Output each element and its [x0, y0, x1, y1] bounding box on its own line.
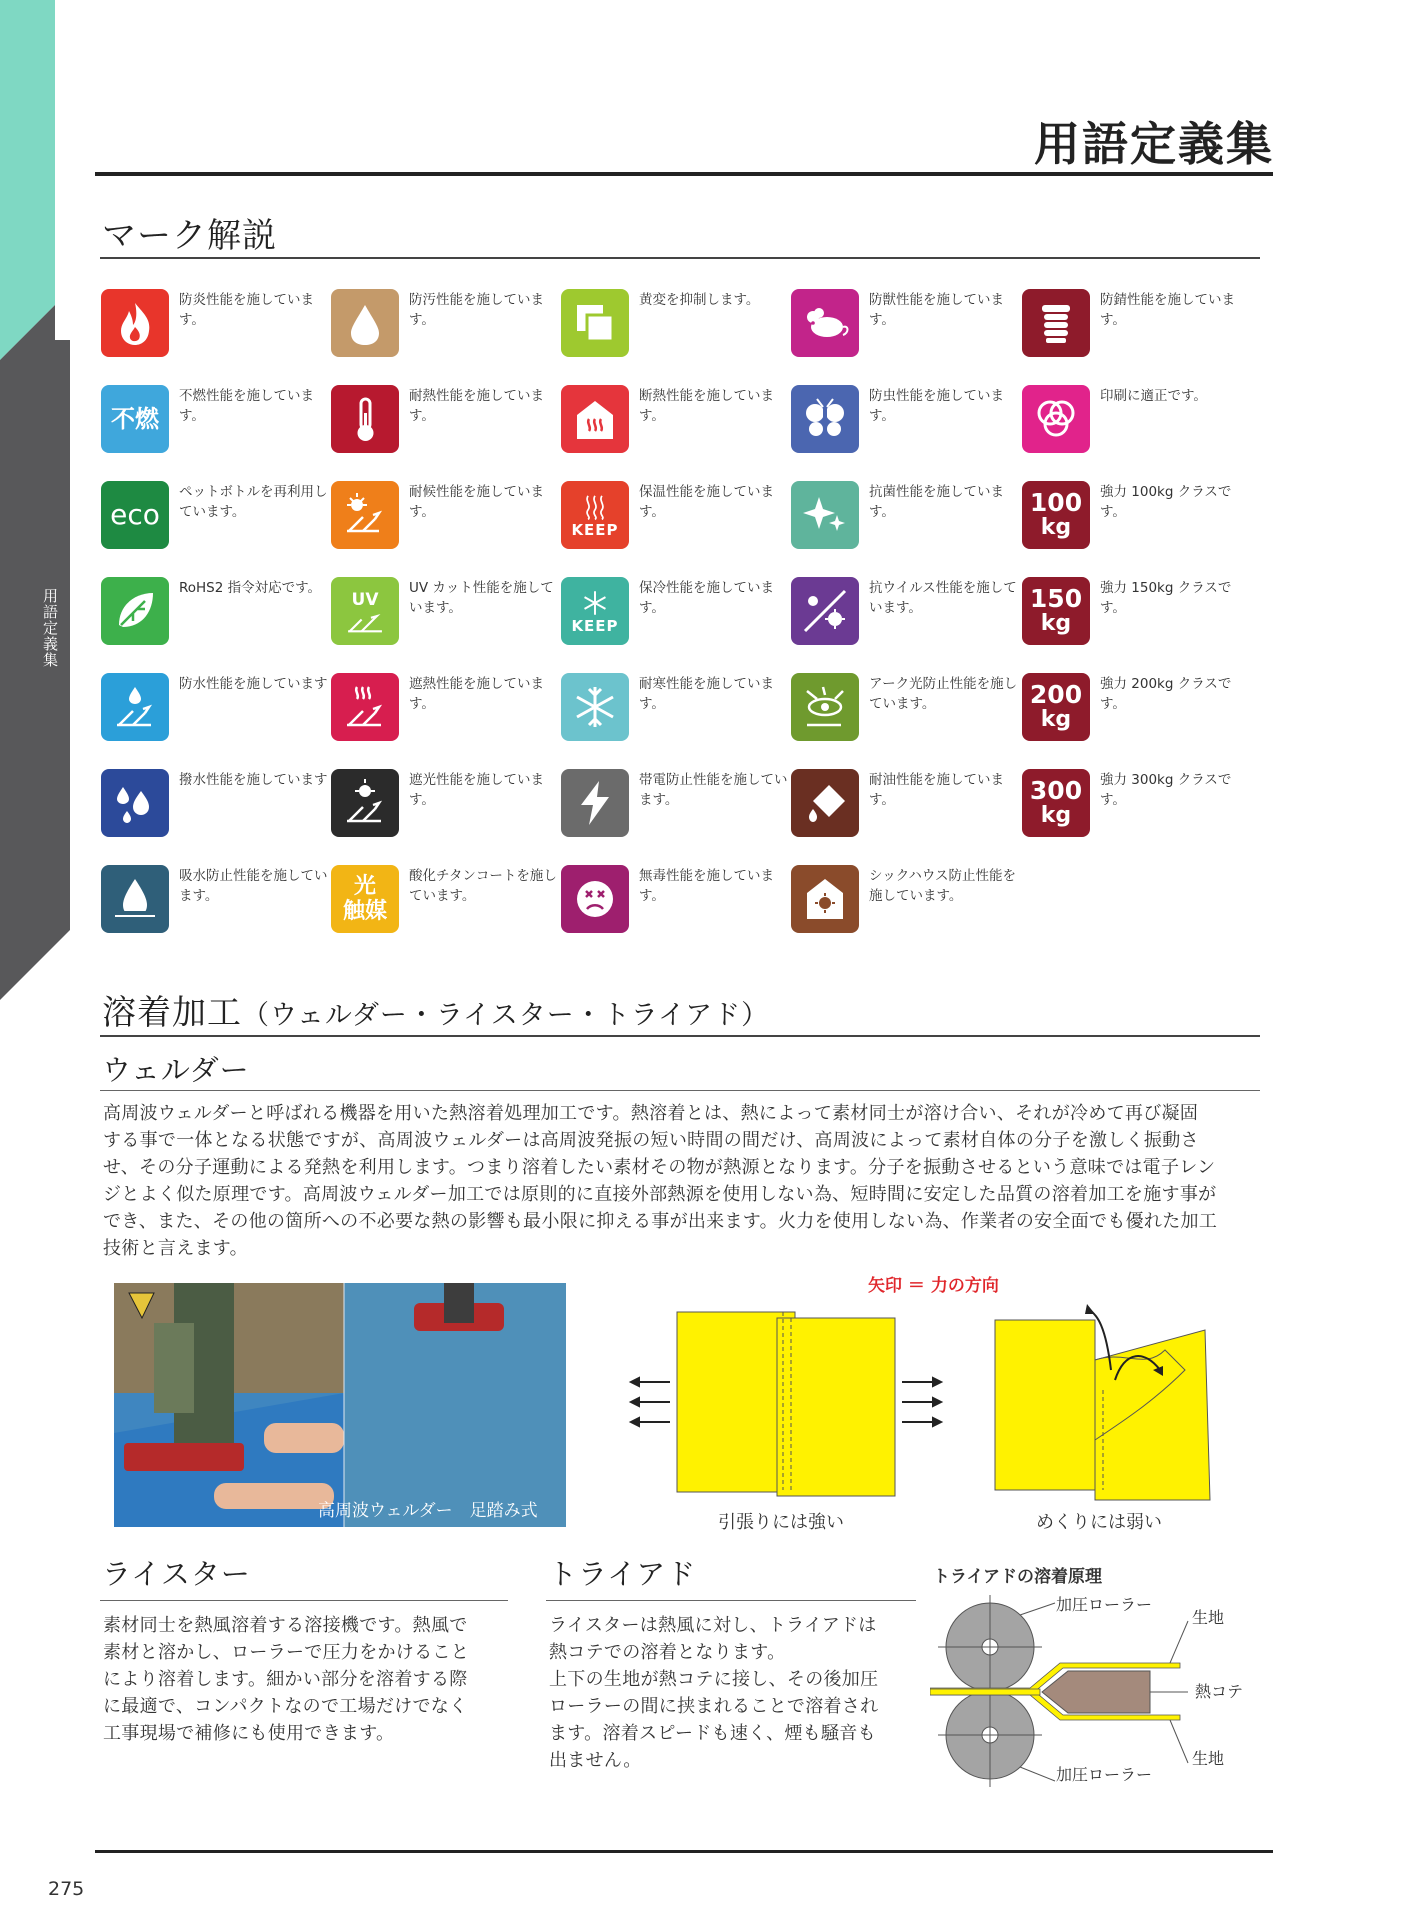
sick-house-icon	[791, 865, 859, 933]
triad-heading: トライアド	[548, 1557, 697, 1591]
keep-warm-icon: KEEP	[561, 481, 629, 549]
mark-item	[561, 385, 791, 459]
mark-description: 耐候性能を施しています。	[409, 484, 544, 520]
mark-item	[791, 673, 1021, 747]
welder-heading-rule	[100, 1090, 1260, 1091]
mark-item	[561, 769, 791, 843]
mark-description: 遮熱性能を施しています。	[409, 676, 544, 712]
triad-line: ます。溶着スピードも速く、煙も騒音も	[549, 1723, 876, 1744]
mark-item	[561, 865, 791, 939]
mark-item	[1022, 673, 1252, 747]
mark-description: 防獣性能を施しています。	[869, 292, 1004, 328]
mark-item	[1022, 289, 1252, 363]
welder-heading: ウェルダー	[102, 1053, 250, 1087]
triad-line: 出ません。	[549, 1750, 642, 1771]
side-tab-band	[0, 0, 70, 1920]
side-tab-label: 用語定義集	[41, 588, 59, 668]
force-direction-title: 矢印 ＝ 力の方向	[868, 1276, 999, 1296]
welding-heading-sub: （ウェルダー・ライスター・トライアド）	[242, 1000, 770, 1031]
mark-description: 酸化チタンコートを施しています。	[409, 868, 557, 904]
mark-item	[1022, 385, 1252, 459]
triad-diagram-title: トライアドの溶着原理	[933, 1567, 1102, 1587]
mark-item	[791, 577, 1021, 651]
weight-150-icon: 150 kg	[1022, 577, 1090, 645]
page-number: 275	[48, 1878, 85, 1900]
triad-paragraph	[549, 1612, 929, 1774]
house-heat-icon	[561, 385, 629, 453]
welder-line: ジとよく似た原理です。高周波ウェルダー加工では原則的に直接外部熱源を使用しない為、短時間に安定した品質の溶着加工を施す事が	[103, 1184, 1217, 1205]
mark-description: RoHS2 指令対応です。	[179, 580, 322, 596]
mark-description: 保温性能を施しています。	[639, 484, 774, 520]
label-heat-iron: 熱コテ	[1195, 1682, 1244, 1701]
mark-item	[331, 481, 561, 555]
marks-heading-rule	[100, 257, 1260, 259]
coil-icon	[1022, 289, 1090, 357]
mark-description: シックハウス防止性能を施しています。	[869, 868, 1017, 904]
mark-item	[791, 385, 1021, 459]
mark-item	[101, 673, 331, 747]
triad-line: 上下の生地が熱コテに接し、その後加圧	[549, 1669, 879, 1690]
eye-shield-icon	[791, 673, 859, 741]
rings-icon	[1022, 385, 1090, 453]
flame-icon	[101, 289, 169, 357]
mark-item	[331, 769, 561, 843]
mark-item	[1022, 577, 1252, 651]
fuen-text-icon: 不燃	[101, 385, 169, 453]
mark-description: 防錆性能を施しています。	[1100, 292, 1235, 328]
welder-line: 技術と言えます。	[103, 1238, 248, 1259]
mark-item	[101, 865, 331, 939]
snowflake-icon	[561, 673, 629, 741]
mark-item	[791, 865, 1021, 939]
thermometer-icon	[331, 385, 399, 453]
mark-item	[101, 481, 331, 555]
welding-heading-rule	[100, 1035, 1260, 1037]
mark-item	[791, 289, 1021, 363]
leister-line: 工事現場で補修にも使用できます。	[103, 1723, 395, 1744]
mark-description: UV カット性能を施しています。	[409, 580, 554, 616]
page-title: 用語定義集	[1034, 117, 1274, 171]
weight-300-icon: 300 kg	[1022, 769, 1090, 837]
mark-item	[561, 289, 791, 363]
mark-item	[561, 577, 791, 651]
mark-description: 吸水防止性能を施しています。	[179, 868, 328, 904]
mouse-icon	[791, 289, 859, 357]
mark-description: 防水性能を施しています	[179, 676, 328, 692]
marks-heading: マーク解説	[102, 216, 277, 256]
leister-heading: ライスター	[102, 1557, 251, 1591]
drops-icon	[101, 769, 169, 837]
photocatalyst-icon: 光 触媒	[331, 865, 399, 933]
mark-description: 耐熱性能を施しています。	[409, 388, 544, 424]
drop-icon	[331, 289, 399, 357]
mark-item	[331, 577, 561, 651]
mark-description: 断熱性能を施しています。	[639, 388, 774, 424]
mark-description: 防炎性能を施しています。	[179, 292, 314, 328]
sun-rays-icon	[331, 481, 399, 549]
triad-line: 熱コテでの溶着となります。	[549, 1642, 786, 1663]
mark-item	[331, 673, 561, 747]
mark-item	[331, 865, 561, 939]
weight-200-icon: 200 kg	[1022, 673, 1090, 741]
welding-heading	[102, 985, 769, 1034]
mark-item	[561, 481, 791, 555]
mark-item	[1022, 481, 1252, 555]
welding-heading-main: 溶着加工	[102, 993, 242, 1033]
caption-weak: めくりには弱い	[1036, 1512, 1162, 1533]
mark-description: 黄変を抑制します。	[639, 292, 760, 308]
mark-description: 強力 150kg クラスです。	[1100, 580, 1232, 616]
mark-item	[1022, 769, 1252, 843]
mark-description: 撥水性能を施しています	[179, 772, 328, 788]
welder-line: でき、また、その他の箇所への不必要な熱の影響も最小限に抑える事が出来ます。火力を使用しない為、作業者の安全面でも優れた加工	[103, 1211, 1218, 1232]
mark-description: 遮光性能を施しています。	[409, 772, 544, 808]
label-fabric-top: 生地	[1192, 1608, 1225, 1627]
welder-line: せ、その分子運動による発熱を利用します。つまり溶着したい素材その物が熱源となります。分子を振動させるという意味では電子レン	[103, 1157, 1216, 1178]
sparkle-icon	[791, 481, 859, 549]
weight-100-icon: 100 kg	[1022, 481, 1090, 549]
mark-description: 強力 100kg クラスです。	[1100, 484, 1232, 520]
welder-paragraph	[103, 1100, 1263, 1262]
mark-item	[791, 481, 1021, 555]
waterproof-icon	[101, 673, 169, 741]
uv-cut-icon: UV	[331, 577, 399, 645]
leister-line: 素材と溶かし、ローラーで圧力をかけること	[103, 1642, 469, 1663]
triad-line: ローラーの間に挟まれることで溶着され	[549, 1696, 879, 1717]
butterfly-icon	[791, 385, 859, 453]
mark-description: ペットボトルを再利用しています。	[179, 484, 328, 520]
welder-line: する事で一体となる状態ですが、高周波ウェルダーは高周波発振の短い時間の間だけ、高周波によって素材自体の分子を激しく振動さ	[103, 1130, 1199, 1151]
mark-description: 帯電防止性能を施しています。	[639, 772, 788, 808]
mark-item	[101, 289, 331, 363]
mark-description: 印刷に適正です。	[1100, 388, 1207, 404]
leister-paragraph	[103, 1612, 513, 1747]
absorb-drop-icon	[101, 865, 169, 933]
mark-description: 耐寒性能を施しています。	[639, 676, 774, 712]
mark-item	[791, 769, 1021, 843]
mark-item	[561, 673, 791, 747]
keep-cool-icon: KEEP	[561, 577, 629, 645]
mark-description: 抗ウイルス性能を施しています。	[869, 580, 1017, 616]
footer-rule	[95, 1850, 1273, 1853]
leister-line: に最適で、コンパクトなので工場だけでなく	[103, 1696, 468, 1717]
welder-machine-photo	[114, 1283, 566, 1527]
mark-description: 防虫性能を施しています。	[869, 388, 1004, 424]
nontoxic-face-icon	[561, 865, 629, 933]
label-fabric-bottom: 生地	[1192, 1749, 1225, 1768]
leister-heading-rule	[100, 1600, 508, 1601]
mark-description: 強力 300kg クラスです。	[1100, 772, 1232, 808]
oil-icon	[791, 769, 859, 837]
mark-description: 防汚性能を施しています。	[409, 292, 544, 328]
overlap-squares-icon	[561, 289, 629, 357]
leaf-icon	[101, 577, 169, 645]
mark-description: 無毒性能を施しています。	[639, 868, 774, 904]
label-roller-top: 加圧ローラー	[1056, 1595, 1153, 1614]
mark-description: 不燃性能を施しています。	[179, 388, 314, 424]
virus-icon	[791, 577, 859, 645]
light-shield-icon	[331, 769, 399, 837]
mark-description: 耐油性能を施しています。	[869, 772, 1004, 808]
leister-line: により溶着します。細かい部分を溶着する際	[103, 1669, 468, 1690]
caption-strong: 引張りには強い	[718, 1512, 844, 1533]
mark-description: 保冷性能を施しています。	[639, 580, 774, 616]
label-roller-bottom: 加圧ローラー	[1056, 1765, 1153, 1784]
mark-description: 抗菌性能を施しています。	[869, 484, 1004, 520]
triad-line: ライスターは熱風に対し、トライアドは	[549, 1615, 877, 1636]
mark-item	[101, 769, 331, 843]
heat-shield-icon	[331, 673, 399, 741]
photo-caption: 高周波ウェルダー 足踏み式	[318, 1501, 538, 1521]
mark-item	[331, 385, 561, 459]
header-rule	[95, 172, 1273, 176]
leister-line: 素材同士を熱風溶着する溶接機です。熱風で	[103, 1615, 468, 1636]
weld-strength-diagram	[625, 1290, 1225, 1510]
mark-description: アーク光防止性能を施しています。	[869, 676, 1018, 712]
mark-description: 強力 200kg クラスです。	[1100, 676, 1232, 712]
mark-item	[101, 385, 331, 459]
triad-heading-rule	[546, 1600, 916, 1601]
welder-line: 高周波ウェルダーと呼ばれる機器を用いた熱溶着処理加工です。熱溶着とは、熱によって素材同士が溶け合い、それが冷めて再び凝固	[103, 1103, 1199, 1124]
mark-item	[331, 289, 561, 363]
mark-item	[101, 577, 331, 651]
eco-text-icon: eco	[101, 481, 169, 549]
lightning-icon	[561, 769, 629, 837]
